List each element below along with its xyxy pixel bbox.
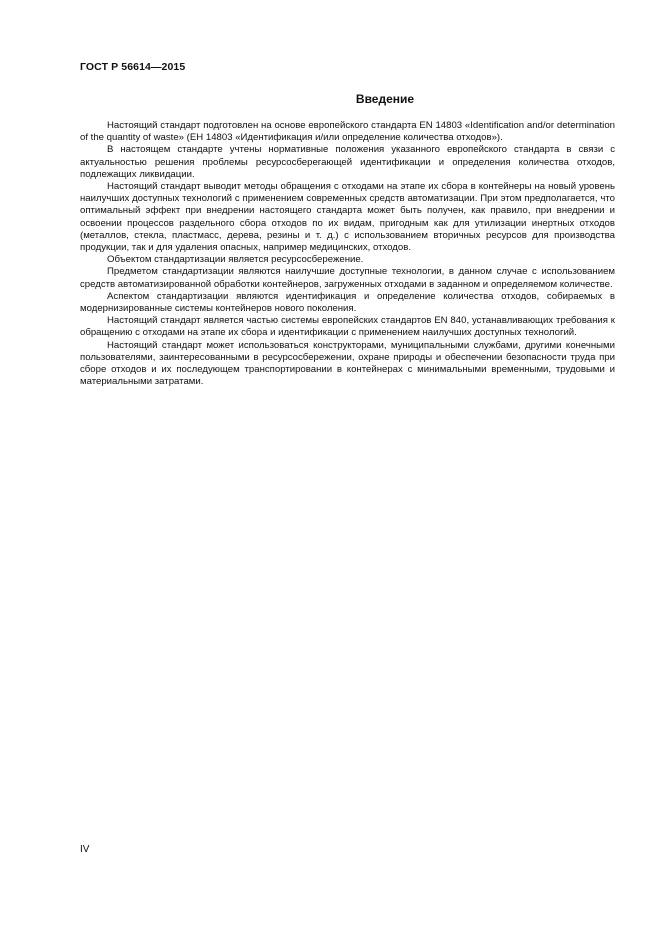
section-title: Введение bbox=[355, 92, 415, 106]
paragraph-5: Предметом стандартизации являются наилучшие доступные технологии, в данном случае с использованием средств автоматизированной обработки контейнеров, загруженных отходами в заданном и определяемом количестве. bbox=[80, 266, 615, 290]
page-number: IV bbox=[80, 844, 90, 855]
paragraph-3: Настоящий стандарт выводит методы обращения с отходами на этапе их сбора в контейнеры на новый уровень наилучших доступных технологий с применением современных средств автоматизации. При этом предполагается, что оптимальный эффект при внедрении настоящего стандарта может быть получен, как правило, при внедрении и освоении процессов раздельного сбора отходов по их видам, пригодным как для утилизации инертных отходов (металлов, стекла, пластмасс, дерева, резины и т. д.) с использованием вторичных ресурсов для производства продукции, так и для удаления опасных, например медицинских, отходов. bbox=[80, 181, 615, 254]
introduction-body bbox=[80, 120, 615, 388]
paragraph-4: Объектом стандартизации является ресурсосбережение. bbox=[107, 254, 364, 266]
paragraph-2: В настоящем стандарте учтены нормативные положения указанного европейского стандарта в связи с актуальностью решения проблемы ресурсосберегающей идентификации и определения количества отходов, подлежащих ликвидации. bbox=[80, 144, 615, 180]
paragraph-8: Настоящий стандарт может использоваться конструкторами, муниципальными службами, другими конечными пользователями, заинтересованными в ресурсосбережении, охране природы и обеспечении безопасности труда при сборе отходов и их последующем транспортировании в контейнерах с минимальными временными, трудовыми и материальными затратами. bbox=[80, 339, 615, 388]
paragraph-7: Настоящий стандарт является частью системы европейских стандартов EN 840, устанавливающих требования к обращению с отходами на этапе их сбора и идентификации с применением наилучших доступных технологий. bbox=[80, 315, 615, 339]
paragraph-6: Аспектом стандартизации являются идентификация и определение количества отходов, собираемых в модернизированные системы контейнеров нового поколения. bbox=[80, 290, 615, 315]
paragraph-1: Настоящий стандарт подготовлен на основе европейского стандарта EN 14803 «Identification and/or determination of the quantity of waste» (ЕН 14803 «Идентификация и/или определение количества отходов»). bbox=[80, 120, 615, 144]
document-header: ГОСТ Р 56614—2015 bbox=[80, 61, 186, 73]
